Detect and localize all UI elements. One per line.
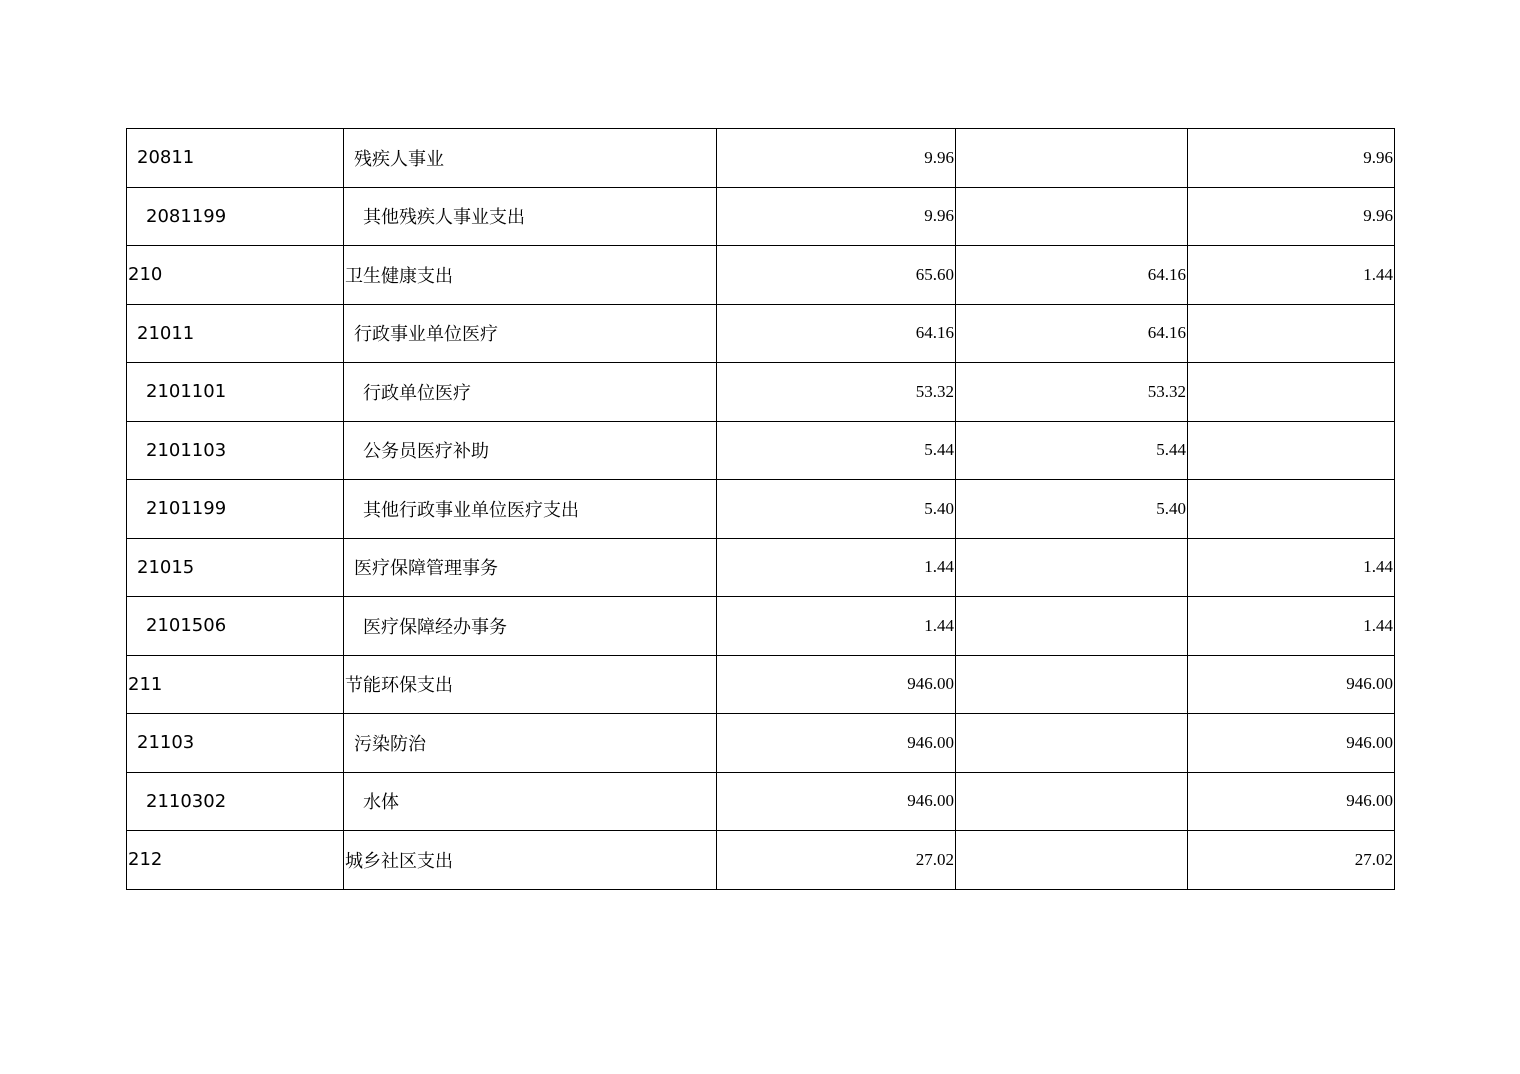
total-amount: 64.16 — [915, 323, 954, 343]
subject-code: 2101103 — [146, 439, 227, 461]
subject-name: 节能环保支出 — [345, 675, 453, 697]
subject-code: 2101199 — [146, 498, 227, 520]
subject-code: 212 — [128, 849, 163, 871]
project-expenditure-amount: 946.00 — [1346, 791, 1393, 811]
subject-code: 21015 — [137, 556, 195, 578]
project-expenditure-cell — [1188, 304, 1395, 363]
budget-expenditure-table — [126, 128, 1395, 890]
subject-code-cell — [127, 480, 344, 539]
total-amount-cell — [717, 772, 956, 831]
project-expenditure-cell — [1188, 831, 1395, 890]
subject-code: 2101506 — [146, 615, 227, 637]
total-amount-cell — [717, 246, 956, 305]
table-row — [127, 363, 1395, 422]
table-row — [127, 831, 1395, 890]
subject-code: 21103 — [137, 732, 195, 754]
basic-expenditure-cell — [956, 831, 1188, 890]
total-amount-cell — [717, 480, 956, 539]
total-amount-cell — [717, 421, 956, 480]
subject-code: 2081199 — [146, 205, 227, 227]
total-amount: 946.00 — [907, 674, 954, 694]
total-amount-cell — [717, 304, 956, 363]
project-expenditure-amount: 9.96 — [1363, 147, 1393, 167]
project-expenditure-cell — [1188, 187, 1395, 246]
subject-name: 其他行政事业单位医疗支出 — [363, 499, 579, 521]
project-expenditure-amount — [1393, 382, 1394, 401]
total-amount-cell — [717, 363, 956, 422]
total-amount-cell — [717, 538, 956, 597]
basic-expenditure-amount — [1186, 148, 1187, 167]
project-expenditure-amount: 1.44 — [1363, 557, 1393, 577]
subject-code: 210 — [128, 264, 163, 286]
total-amount: 5.44 — [924, 440, 954, 460]
basic-expenditure-amount — [1186, 733, 1187, 752]
subject-name-cell — [344, 831, 717, 890]
total-amount: 53.32 — [915, 381, 954, 401]
subject-code-cell — [127, 304, 344, 363]
project-expenditure-amount: 946.00 — [1346, 732, 1393, 752]
subject-code-cell — [127, 597, 344, 656]
project-expenditure-amount: 1.44 — [1363, 264, 1393, 284]
basic-expenditure-amount: 5.44 — [1156, 440, 1186, 460]
project-expenditure-cell — [1188, 655, 1395, 714]
subject-code-cell — [127, 363, 344, 422]
subject-name-cell — [344, 714, 717, 773]
table-body — [127, 129, 1395, 890]
total-amount-cell — [717, 714, 956, 773]
project-expenditure-cell — [1188, 480, 1395, 539]
project-expenditure-cell — [1188, 538, 1395, 597]
table-row — [127, 421, 1395, 480]
project-expenditure-amount: 946.00 — [1346, 674, 1393, 694]
basic-expenditure-amount — [1186, 791, 1187, 810]
subject-name-cell — [344, 129, 717, 188]
subject-name: 卫生健康支出 — [345, 265, 453, 287]
total-amount: 946.00 — [907, 791, 954, 811]
basic-expenditure-amount: 53.32 — [1147, 381, 1186, 401]
total-amount: 1.44 — [924, 615, 954, 635]
subject-code-cell — [127, 655, 344, 714]
total-amount-cell — [717, 187, 956, 246]
subject-name: 水体 — [363, 792, 399, 814]
table-row — [127, 538, 1395, 597]
project-expenditure-amount — [1393, 323, 1394, 342]
subject-name: 行政单位医疗 — [363, 382, 471, 404]
subject-code-cell — [127, 246, 344, 305]
table-row — [127, 714, 1395, 773]
table-row — [127, 187, 1395, 246]
basic-expenditure-cell — [956, 421, 1188, 480]
total-amount-cell — [717, 597, 956, 656]
basic-expenditure-cell — [956, 597, 1188, 656]
basic-expenditure-cell — [956, 480, 1188, 539]
project-expenditure-amount — [1393, 499, 1394, 518]
basic-expenditure-amount: 5.40 — [1156, 498, 1186, 518]
subject-code-cell — [127, 831, 344, 890]
table-row — [127, 129, 1395, 188]
project-expenditure-cell — [1188, 772, 1395, 831]
subject-name-cell — [344, 655, 717, 714]
subject-name-cell — [344, 421, 717, 480]
subject-name: 行政事业单位医疗 — [354, 324, 498, 346]
subject-name-cell — [344, 480, 717, 539]
project-expenditure-amount: 1.44 — [1363, 615, 1393, 635]
subject-code-cell — [127, 187, 344, 246]
total-amount: 27.02 — [915, 849, 954, 869]
table-row — [127, 655, 1395, 714]
project-expenditure-cell — [1188, 597, 1395, 656]
subject-code-cell — [127, 421, 344, 480]
basic-expenditure-amount — [1186, 206, 1187, 225]
basic-expenditure-amount — [1186, 850, 1187, 869]
total-amount: 9.96 — [924, 206, 954, 226]
basic-expenditure-cell — [956, 772, 1188, 831]
basic-expenditure-cell — [956, 129, 1188, 188]
subject-name-cell — [344, 187, 717, 246]
subject-code-cell — [127, 538, 344, 597]
basic-expenditure-cell — [956, 363, 1188, 422]
basic-expenditure-cell — [956, 714, 1188, 773]
project-expenditure-cell — [1188, 714, 1395, 773]
table-row — [127, 480, 1395, 539]
table-row — [127, 304, 1395, 363]
table-row — [127, 246, 1395, 305]
total-amount-cell — [717, 831, 956, 890]
project-expenditure-amount: 9.96 — [1363, 206, 1393, 226]
subject-name-cell — [344, 363, 717, 422]
subject-name-cell — [344, 304, 717, 363]
subject-name-cell — [344, 597, 717, 656]
subject-name: 医疗保障管理事务 — [354, 558, 498, 580]
subject-code-cell — [127, 772, 344, 831]
subject-code: 21011 — [137, 322, 195, 344]
project-expenditure-cell — [1188, 246, 1395, 305]
project-expenditure-cell — [1188, 421, 1395, 480]
table-row — [127, 772, 1395, 831]
subject-name: 其他残疾人事业支出 — [363, 207, 525, 229]
project-expenditure-amount — [1393, 440, 1394, 459]
table-row — [127, 597, 1395, 656]
project-expenditure-amount: 27.02 — [1354, 849, 1393, 869]
basic-expenditure-amount: 64.16 — [1147, 264, 1186, 284]
subject-code: 2101101 — [146, 381, 227, 403]
total-amount: 9.96 — [924, 147, 954, 167]
total-amount: 5.40 — [924, 498, 954, 518]
total-amount-cell — [717, 129, 956, 188]
subject-name-cell — [344, 246, 717, 305]
subject-name: 医疗保障经办事务 — [363, 616, 507, 638]
total-amount: 946.00 — [907, 732, 954, 752]
project-expenditure-cell — [1188, 363, 1395, 422]
subject-name-cell — [344, 538, 717, 597]
basic-expenditure-amount — [1186, 616, 1187, 635]
total-amount: 65.60 — [915, 264, 954, 284]
basic-expenditure-amount — [1186, 674, 1187, 693]
subject-code: 211 — [128, 673, 163, 695]
subject-code: 20811 — [137, 147, 195, 169]
basic-expenditure-amount: 64.16 — [1147, 323, 1186, 343]
subject-name: 城乡社区支出 — [345, 850, 453, 872]
total-amount: 1.44 — [924, 557, 954, 577]
basic-expenditure-cell — [956, 187, 1188, 246]
subject-name: 公务员医疗补助 — [363, 441, 489, 463]
subject-name-cell — [344, 772, 717, 831]
basic-expenditure-cell — [956, 538, 1188, 597]
subject-code: 2110302 — [146, 790, 227, 812]
subject-code-cell — [127, 714, 344, 773]
subject-name: 污染防治 — [354, 733, 426, 755]
basic-expenditure-cell — [956, 655, 1188, 714]
subject-name: 残疾人事业 — [354, 148, 444, 170]
basic-expenditure-cell — [956, 246, 1188, 305]
total-amount-cell — [717, 655, 956, 714]
project-expenditure-cell — [1188, 129, 1395, 188]
basic-expenditure-cell — [956, 304, 1188, 363]
basic-expenditure-amount — [1186, 557, 1187, 576]
subject-code-cell — [127, 129, 344, 188]
